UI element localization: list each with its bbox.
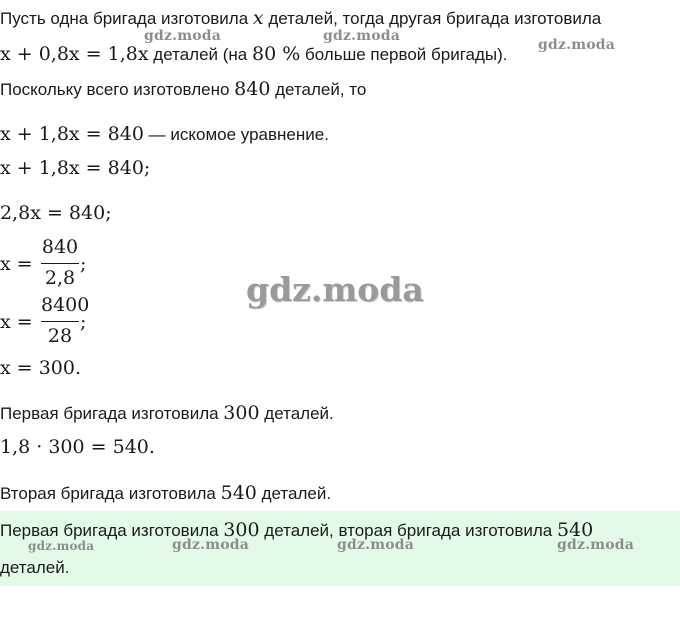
- math-number: 80 %: [251, 43, 301, 65]
- fraction-bar: [41, 321, 79, 322]
- math-fraction-line-2: [0, 294, 110, 350]
- math-lhs: x =: [0, 311, 33, 333]
- text-line-equation: [0, 123, 329, 146]
- watermark-logo: gdz.moda: [172, 537, 250, 553]
- text-segment: деталей.: [256, 484, 332, 503]
- fraction-denominator: 28: [47, 325, 73, 347]
- fraction-bar: [41, 263, 79, 264]
- text-segment: деталей.: [259, 404, 334, 423]
- text-segment: больше первой бригады).: [300, 45, 508, 64]
- math-number: 300: [223, 519, 260, 541]
- text-segment: деталей, вторая бригада изготовила: [259, 521, 557, 540]
- fraction-numerator: 840: [41, 236, 79, 258]
- text-segment: Пусть одна бригада изготовила: [0, 9, 253, 28]
- answer-line-2: деталей.: [0, 558, 70, 577]
- text-segment: деталей, то: [270, 80, 367, 99]
- text-segment: Первая бригада изготовила: [0, 521, 224, 540]
- text-line-total: [0, 78, 366, 101]
- text-line-intro: [0, 7, 601, 30]
- watermark-logo: gdz.moda: [323, 28, 401, 44]
- text-segment: Вторая бригада изготовила: [0, 484, 221, 503]
- math-number: 300: [223, 402, 260, 424]
- math-fraction-line-1: [0, 236, 110, 292]
- watermark-logo: gdz.moda: [557, 537, 635, 553]
- watermark-logo: gdz.moda: [144, 28, 222, 44]
- math-line-simplified: 2,8x = 840;: [0, 202, 112, 224]
- text-line-second-brigade: [0, 43, 508, 66]
- watermark-logo: gdz.moda: [28, 539, 95, 553]
- watermark-logo-large: gdz.moda: [246, 270, 424, 309]
- text-segment: деталей (на: [148, 45, 252, 64]
- math-line-result: x = 300.: [0, 357, 82, 379]
- text-line-first-brigade: [0, 402, 334, 425]
- math-expression: x + 1,8x = 840: [0, 123, 144, 145]
- text-segment: деталей, тогда другая бригада изготовила: [263, 9, 602, 28]
- math-tail: ;: [80, 253, 87, 275]
- math-line-equation: x + 1,8x = 840;: [0, 157, 151, 179]
- text-segment: Первая бригада изготовила: [0, 404, 224, 423]
- watermark-logo: gdz.moda: [538, 37, 616, 53]
- fraction-denominator: 2,8: [44, 267, 76, 289]
- text-segment: Поскольку всего изготовлено: [0, 80, 235, 99]
- math-expression: x + 0,8x = 1,8x: [0, 43, 149, 65]
- math-lhs: x =: [0, 253, 33, 275]
- math-tail: ;: [80, 311, 87, 333]
- math-number: 540: [220, 482, 257, 504]
- text-segment: — искомое уравнение.: [143, 125, 329, 144]
- math-number: 840: [234, 78, 271, 100]
- fraction-numerator: 8400: [41, 294, 90, 316]
- watermark-logo: gdz.moda: [337, 537, 415, 553]
- math-variable: x: [252, 7, 264, 29]
- math-line-second-calc: 1,8 · 300 = 540.: [0, 436, 155, 458]
- math-number: 540: [556, 519, 594, 541]
- text-line-second-brigade-result: [0, 482, 331, 505]
